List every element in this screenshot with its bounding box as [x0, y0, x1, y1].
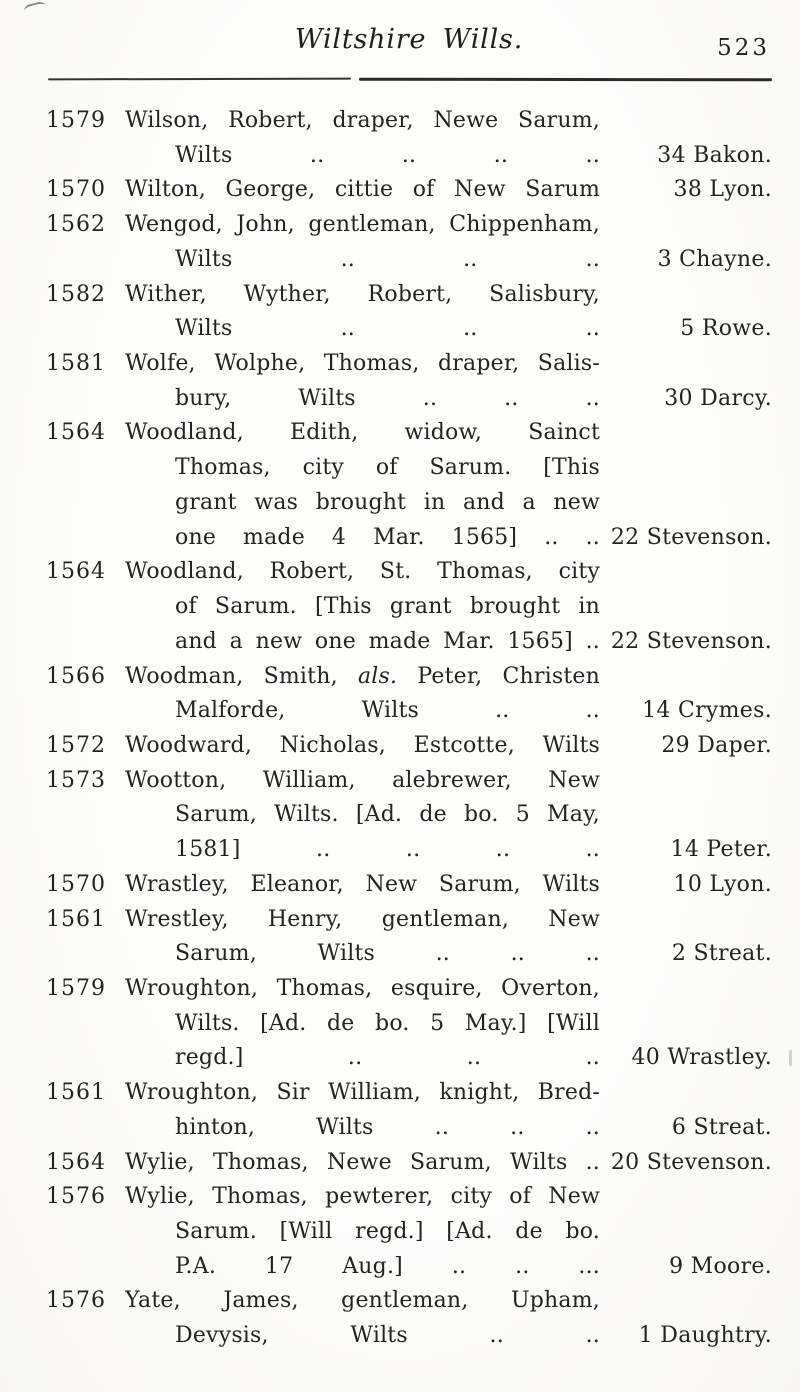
will-entry-line [46, 1007, 772, 1042]
entry-text: Wylie, Thomas, pewterer, city of New [125, 1184, 600, 1210]
running-title: Wiltshire Wills. [294, 24, 524, 55]
entry-ref [600, 451, 772, 486]
entry-ref [600, 1180, 772, 1215]
entry-text: Wilton, George, cittie of New Sarum [125, 177, 600, 203]
entry-ref: 22 Stevenson. [610, 628, 772, 654]
entry-year: 1581 [46, 351, 106, 377]
entry-text: and a new one made Mar. 1565] .. [175, 628, 600, 654]
entry-year: 1573 [46, 767, 106, 793]
will-entry-line [46, 208, 772, 243]
entry-ref: 6 Streat. [671, 1114, 772, 1140]
will-entry-line [46, 903, 772, 938]
will-entry-line [46, 868, 772, 903]
scan-artifact [23, 1, 47, 17]
will-entry-line [46, 972, 772, 1007]
will-entry-line [46, 104, 772, 139]
will-entry-line [46, 1146, 772, 1181]
entry-year [46, 833, 125, 868]
will-entry-line [46, 1041, 772, 1076]
will-entry-line [46, 382, 772, 417]
entry-ref: 40 Wrastley. [631, 1045, 772, 1071]
entry-text: Wroughton, Thomas, esquire, Overton, [125, 975, 600, 1001]
page-number: 523 [717, 35, 770, 61]
entry-ref: 3 Chayne. [657, 246, 772, 272]
will-entry-line [46, 555, 772, 590]
header-rule-segment-left [48, 78, 351, 81]
will-entry-line [46, 521, 772, 556]
entry-year [46, 243, 125, 278]
entry-text: Woodland, Edith, widow, Sainct [125, 420, 600, 446]
will-entry-line [46, 1319, 772, 1354]
entry-year [46, 1041, 125, 1076]
will-entry-line [46, 1250, 772, 1285]
entry-ref [600, 278, 772, 313]
entry-year [46, 937, 125, 972]
entry-year [46, 1319, 125, 1354]
entry-text: grant was brought in and a new [175, 489, 600, 515]
will-entry-line [46, 1284, 772, 1319]
will-entry-line [46, 173, 772, 208]
entry-text: Woodland, Robert, St. Thomas, city [125, 559, 600, 585]
entry-year: 1562 [46, 212, 106, 238]
entry-ref: 30 Darcy. [664, 385, 772, 411]
entry-text: Wilson, Robert, draper, Newe Sarum, [125, 108, 600, 133]
entry-year [46, 798, 125, 833]
entry-year: 1576 [46, 1184, 106, 1210]
entry-ref [600, 486, 772, 521]
entry-year [46, 1007, 125, 1042]
entry-ref: 29 Daper. [661, 732, 772, 758]
entry-ref [600, 1284, 772, 1319]
entry-text: Yate, James, gentleman, Upham, [125, 1288, 600, 1314]
will-entry-line [46, 729, 772, 764]
entry-text: Wilts .. .. .. [175, 316, 600, 342]
entry-ref [600, 555, 772, 590]
entry-year: 1579 [46, 108, 106, 133]
entry-text [125, 660, 600, 695]
will-entry-line [46, 590, 772, 625]
entry-year [46, 486, 125, 521]
entry-ref: 10 Lyon. [673, 871, 772, 897]
entry-text: hinton, Wilts .. .. .. [175, 1114, 600, 1140]
entry-year: 1564 [46, 559, 106, 585]
entry-ref [600, 972, 772, 1007]
will-entry-line [46, 1215, 772, 1250]
entry-year: 1576 [46, 1288, 106, 1314]
entry-text: Wengod, John, gentleman, Chippenham, [125, 212, 600, 238]
will-entry-line [46, 347, 772, 382]
entry-year: 1572 [46, 732, 106, 758]
will-entry-line [46, 660, 772, 695]
entry-ref: 38 Lyon. [673, 177, 772, 203]
will-entry-line [46, 1180, 772, 1215]
entry-text: Sarum. [Will regd.] [Ad. de bo. [175, 1219, 600, 1244]
entry-ref [600, 416, 772, 451]
entry-text: Woodward, Nicholas, Estcotte, Wilts [125, 732, 600, 758]
entry-year [46, 139, 125, 174]
will-entry-line [46, 139, 772, 174]
will-entry-line [46, 486, 772, 521]
entry-text: Wilts .. .. .. [175, 246, 600, 272]
will-entry-line [46, 451, 772, 486]
entry-year: 1570 [46, 871, 106, 897]
entry-text: Wootton, William, alebrewer, New [125, 767, 600, 793]
header-rule-segment-right [359, 77, 772, 80]
entry-text: Devysis, Wilts .. .. [175, 1323, 600, 1349]
entry-ref [600, 1007, 772, 1042]
entry-text: bury, Wilts .. .. .. [175, 385, 600, 411]
entry-year [46, 382, 125, 417]
will-entry-line [46, 625, 772, 660]
page-header [46, 24, 772, 70]
entry-ref [600, 1076, 772, 1111]
will-entry-line [46, 243, 772, 278]
entry-ref: 5 Rowe. [680, 316, 772, 342]
entry-text: Wither, Wyther, Robert, Salisbury, [125, 281, 600, 307]
entry-year: 1579 [46, 975, 106, 1001]
entry-ref [600, 1215, 772, 1250]
entry-ref: 9 Moore. [669, 1253, 772, 1279]
will-entry-line [46, 833, 772, 868]
entry-text-segment: Peter, Christen [397, 663, 600, 689]
entry-ref [600, 590, 772, 625]
scan-artifact [789, 1050, 792, 1066]
entry-text: Sarum, Wilts. [Ad. de bo. 5 May, [175, 802, 600, 828]
entry-ref [600, 798, 772, 833]
entry-year: 1570 [46, 177, 106, 203]
entry-text: Thomas, city of Sarum. [This [175, 455, 600, 481]
entry-year: 1561 [46, 1080, 106, 1106]
entry-year [46, 1215, 125, 1250]
will-entry-line [46, 694, 772, 729]
entry-year [46, 625, 125, 660]
entry-year: 1564 [46, 420, 106, 446]
entry-text: 1581] .. .. .. .. [175, 837, 600, 863]
entry-text: Wrastley, Eleanor, New Sarum, Wilts [125, 871, 600, 897]
entry-year: 1561 [46, 906, 106, 932]
entry-year [46, 590, 125, 625]
will-entry-line [46, 416, 772, 451]
entry-year [46, 694, 125, 729]
will-entry-line [46, 1111, 772, 1146]
will-entry-line [46, 312, 772, 347]
entry-ref: 22 Stevenson. [610, 524, 772, 550]
entry-year: 1564 [46, 1149, 106, 1175]
entry-text: Wolfe, Wolphe, Thomas, draper, Salis- [125, 351, 600, 377]
entry-ref: 14 Crymes. [642, 698, 772, 724]
entry-ref: 34 Bakon. [657, 142, 772, 168]
entry-text: one made 4 Mar. 1565] .. .. [175, 524, 600, 550]
will-entry-line [46, 764, 772, 799]
header-rule [48, 77, 772, 82]
entry-text: of Sarum. [This grant brought in [175, 594, 600, 620]
entry-year [46, 1250, 125, 1285]
entry-text: Sarum, Wilts .. .. .. [175, 941, 600, 967]
entry-text-segment: Woodman, Smith, [125, 663, 358, 689]
entry-year [46, 521, 125, 556]
entry-year [46, 451, 125, 486]
entry-text-italic: als. [357, 663, 398, 689]
entry-ref: 14 Peter. [670, 837, 772, 863]
entry-ref [600, 347, 772, 382]
entry-text: Wroughton, Sir William, knight, Bred- [125, 1080, 600, 1106]
will-entry-line [46, 937, 772, 972]
entry-ref: 20 Stevenson. [610, 1149, 772, 1175]
entry-text: Wilts. [Ad. de bo. 5 May.] [Will [175, 1010, 600, 1036]
will-entry-line [46, 278, 772, 313]
entry-ref [600, 660, 772, 695]
entry-text: Malforde, Wilts .. .. [175, 698, 600, 724]
entry-year [46, 312, 125, 347]
entry-ref: 1 Daughtry. [638, 1323, 772, 1349]
entry-year: 1582 [46, 281, 106, 307]
entry-text: Wrestley, Henry, gentleman, New [125, 906, 600, 932]
entry-year: 1566 [46, 663, 106, 689]
entries-list [46, 104, 772, 1354]
entry-year [46, 1111, 125, 1146]
entry-ref: 2 Streat. [671, 941, 772, 967]
will-entry-line [46, 1076, 772, 1111]
entry-ref [600, 104, 772, 139]
entry-text: Wilts .. .. .. .. [175, 142, 600, 168]
entry-text: P.A. 17 Aug.] .. .. ... [175, 1253, 600, 1279]
entry-ref [600, 764, 772, 799]
will-entry-line [46, 798, 772, 833]
entry-text: regd.] .. .. .. [175, 1045, 600, 1071]
entry-text: Wylie, Thomas, Newe Sarum, Wilts .. [125, 1149, 600, 1175]
entry-ref [600, 903, 772, 938]
entry-ref [600, 208, 772, 243]
